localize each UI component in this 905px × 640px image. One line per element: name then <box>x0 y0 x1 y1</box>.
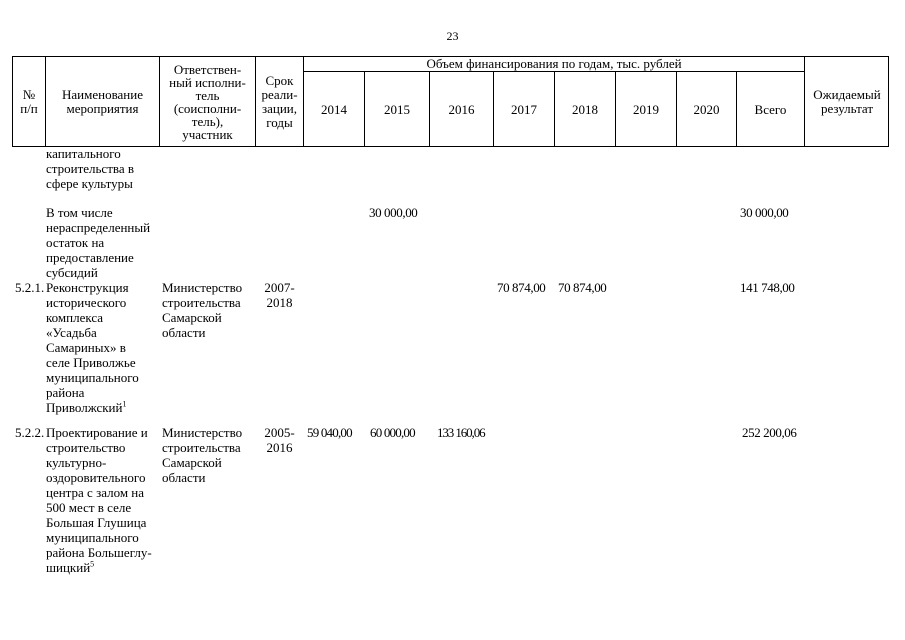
row-5-2-1-footnote: 1 <box>122 399 127 409</box>
header-num: № п/п <box>20 86 38 116</box>
row-5-2-2-period: 2005- 2016 <box>264 425 295 455</box>
row-5-2-2-executor: Министерство строительства Самарской области <box>162 425 243 485</box>
page-number: 23 <box>446 29 459 43</box>
row-5-2-2-total: 252 200,06 <box>742 425 797 440</box>
row-5-2-2-2014: 59 040,00 <box>307 425 352 440</box>
row-5-2-1-total: 141 748,00 <box>740 280 795 295</box>
continuation-name: капитального строительства в сфере культуры <box>46 146 135 191</box>
row-5-2-2-num: 5.2.2. <box>15 425 45 440</box>
header-year-2017: 2017 <box>511 101 537 117</box>
row-5-2-1-num: 5.2.1. <box>15 280 45 295</box>
header-executor: Ответствен- ный исполни- тель (соисполни- тель), участник <box>169 61 246 142</box>
header-result: Ожидаемый результат <box>813 86 881 116</box>
header-year-2019: 2019 <box>633 101 659 117</box>
header-year-2018: 2018 <box>572 101 598 117</box>
row-5-2-1-name <box>46 280 166 415</box>
row-5-2-2-2016: 133 160,06 <box>437 425 485 440</box>
header-year-2014: 2014 <box>321 101 347 117</box>
header-year-2015: 2015 <box>384 101 410 117</box>
row-5-2-2-footnote: 5 <box>90 559 95 569</box>
header-total: Всего <box>754 101 787 117</box>
header-year-2020: 2020 <box>693 101 720 117</box>
row-5-2-2-2015: 60 000,00 <box>370 425 415 440</box>
row-5-2-1-2018: 70 874,00 <box>558 280 607 295</box>
unallocated-name: В том числе нераспределенный остаток на предоставление субсидий <box>46 205 151 280</box>
row-5-2-1-name-text: Реконструкция исторического комплекса «Усадьба Самариных» в селе Приволжье муниципального района Приволжский <box>46 280 139 415</box>
row-5-2-1-period: 2007- 2018 <box>264 280 295 310</box>
row-5-2-2-name <box>46 425 166 575</box>
header-year-2016: 2016 <box>448 101 475 117</box>
row-5-2-1-executor: Министерство строительства Самарской области <box>162 280 243 340</box>
unallocated-2015: 30 000,00 <box>369 205 418 220</box>
unallocated-total: 30 000,00 <box>740 205 789 220</box>
header-funding: Объем финансирования по годам, тыс. рублей <box>426 56 682 71</box>
row-5-2-2-name-text: Проектирование и строительство культурно- оздоровительного центра с залом на 500 мест в селе Большая Глушица муниципального района Большеглу- шицкий <box>46 425 152 575</box>
row-5-2-1-2017: 70 874,00 <box>497 280 546 295</box>
header-period: Срок реали- зации, годы <box>261 72 298 130</box>
header-name: Наименование мероприятия <box>62 86 143 116</box>
